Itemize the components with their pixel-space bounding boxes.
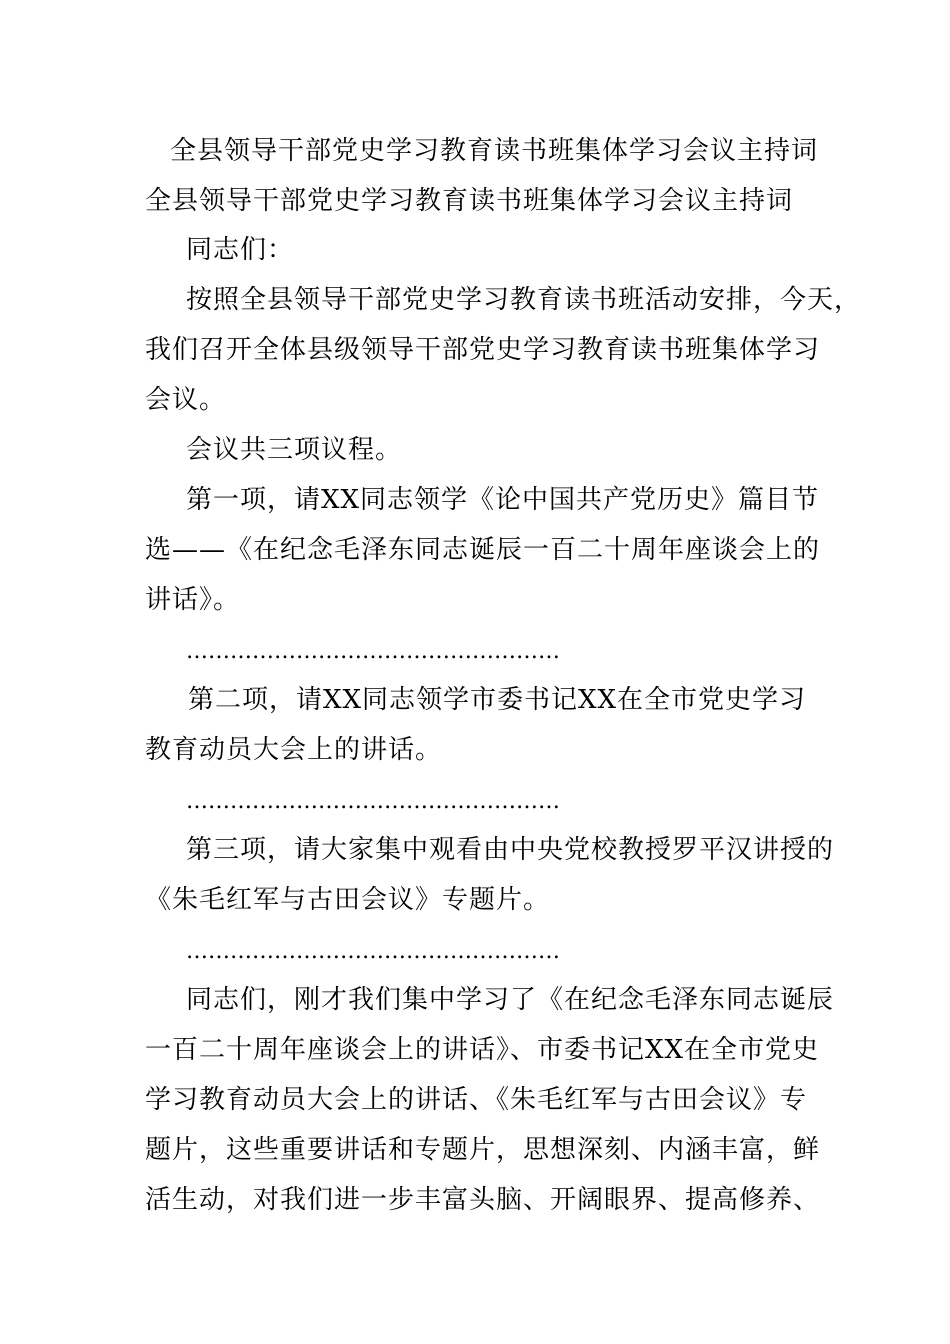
closing-paragraph-line: 学习教育动员大会上的讲话、《朱毛红军与古田会议》专	[145, 1085, 808, 1115]
document-title-1: 全县领导干部党史学习教育读书班集体学习会议主持词	[170, 136, 819, 166]
document-title-2: 全县领导干部党史学习教育读书班集体学习会议主持词	[145, 186, 794, 216]
closing-paragraph-line: 活生动，对我们进一步丰富头脑、开阔眼界、提高修养、	[145, 1185, 821, 1215]
ellipsis-divider: ……………………………………………	[186, 639, 560, 664]
agenda-item-3-line: 第三项，请大家集中观看由中央党校教授罗平汉讲授的	[186, 835, 835, 865]
paragraph-line: 我们召开全体县级领导干部党史学习教育读书班集体学习	[145, 335, 821, 365]
agenda-item-2-line: 第二项，请XX同志领学市委书记XX在全市党史学习	[188, 685, 807, 715]
agenda-intro: 会议共三项议程。	[186, 435, 403, 465]
paragraph-line: 会议。	[145, 385, 227, 415]
agenda-item-1-line: 选——《在纪念毛泽东同志诞辰一百二十周年座谈会上的	[145, 535, 821, 565]
closing-paragraph-line: 同志们，刚才我们集中学习了《在纪念毛泽东同志诞辰	[186, 985, 835, 1015]
agenda-item-3-line: 《朱毛红军与古田会议》专题片。	[145, 885, 551, 915]
agenda-item-1-line: 讲话》。	[145, 585, 241, 615]
ellipsis-divider: ……………………………………………	[186, 939, 560, 964]
closing-paragraph-line: 题片，这些重要讲话和专题片，思想深刻、内涵丰富，鲜	[145, 1135, 821, 1165]
salutation: 同志们：	[186, 235, 295, 265]
agenda-item-2-line: 教育动员大会上的讲话。	[145, 735, 443, 765]
paragraph-line: 按照全县领导干部党史学习教育读书班活动安排，今天，	[186, 285, 862, 315]
agenda-item-1-line: 第一项，请XX同志领学《论中国共产党历史》篇目节	[186, 485, 820, 515]
closing-paragraph-line: 一百二十周年座谈会上的讲话》、市委书记XX在全市党史	[145, 1035, 820, 1065]
ellipsis-divider: ……………………………………………	[186, 789, 560, 814]
